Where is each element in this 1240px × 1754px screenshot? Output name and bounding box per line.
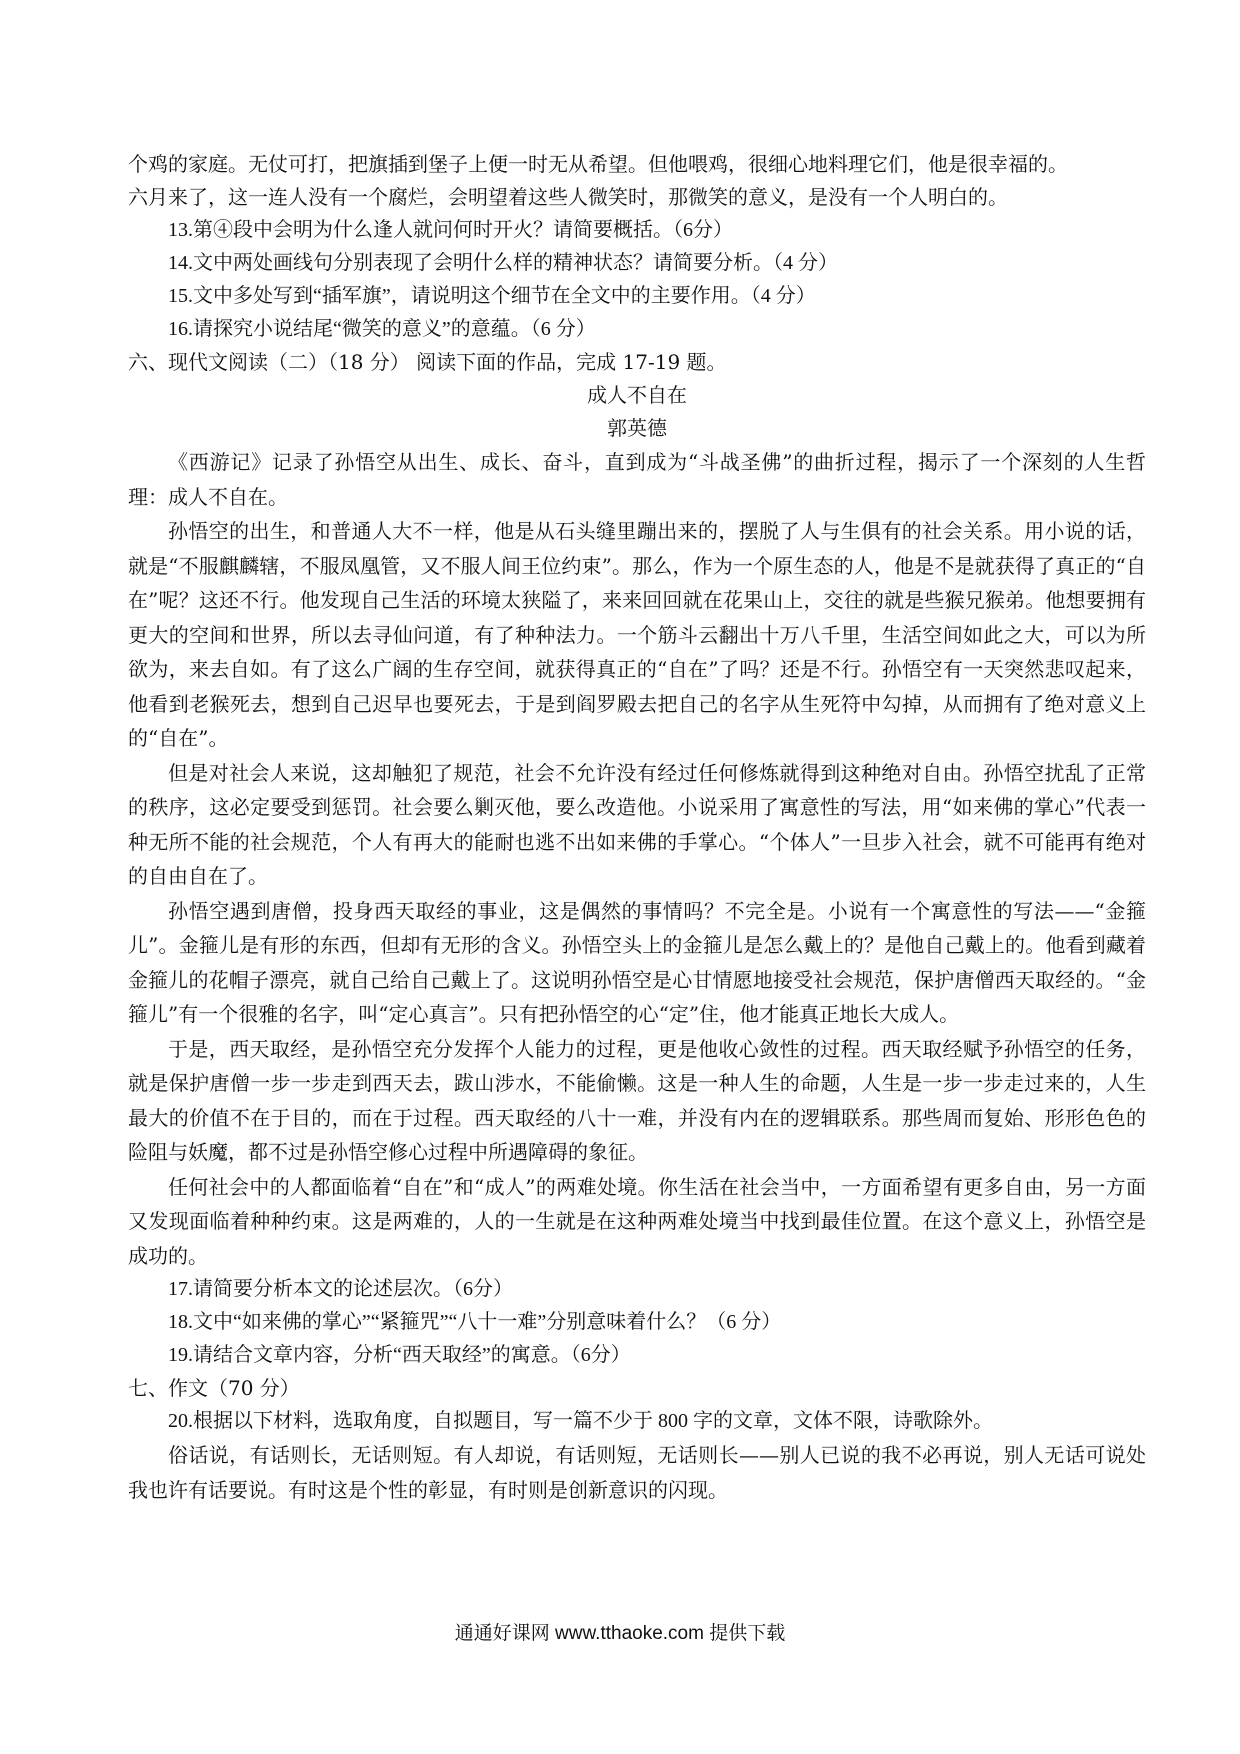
question-16: 16.请探究小说结尾“微笑的意义”的意蕴。（6 分）	[168, 318, 596, 340]
essay-paragraph: 任何社会中的人都面临着“自在”和“成人”的两难处境。你生活在社会当中，一方面希望有更多自由，另一方面又发现面临着种种约束。这是两难的，人的一生就是在这种两难处境当中找到最佳位置。在这个意义上，孙悟空是成功的。	[128, 1174, 1146, 1268]
question-18: 18.文中“如来佛的掌心”“紧箍咒”“八十一难”分别意味着什么？（6 分）	[168, 1311, 782, 1333]
essay-author: 郭英德	[607, 416, 667, 440]
story-line: 六月来了，这一连人没有一个腐烂，会明望着这些人微笑时，那微笑的意义，是没有一个人明白的。	[128, 185, 1008, 209]
story-line: 个鸡的家庭。无仗可打，把旗插到堡子上便一时无从希望。但他喂鸡，很细心地料理它们，他是很幸福的。	[128, 152, 1068, 176]
section-7-heading: 七、作文（70 分）	[128, 1376, 300, 1400]
essay-paragraph: 孙悟空的出生，和普通人大不一样，他是从石头缝里蹦出来的，摆脱了人与生俱有的社会关系。用小说的话，就是“不服麒麟辖，不服凤凰管，又不服人间王位约束”。那么，作为一个原生态的人，他是不是就获得了真正的“自在”呢？这还不行。他发现自己生活的环境太狭隘了，来来回回就在花果山上，交往的就是些猴兄猴弟。他想要拥有更大的空间和世界，所以去寻仙问道，有了种种法力。一个筋斗云翻出十万八千里，生活空间如此之大，可以为所欲为，来去自如。有了这么广阔的生存空间，就获得真正的“自在”了吗？还是不行。孙悟空有一天突然悲叹起来，他看到老猴死去，想到自己迟早也要死去，于是到阎罗殿去把自己的名字从生死符中勾掉，从而拥有了绝对意义上的“自在”。	[128, 519, 1146, 750]
essay-body	[128, 445, 1146, 1273]
section-6-heading: 六、现代文阅读（二）（18 分） 阅读下面的作品，完成 17-19 题。	[128, 350, 727, 374]
questions-group-b	[128, 1273, 1146, 1372]
question-15: 15.文中多处写到“插军旗”，请说明这个细节在全文中的主要作用。（4 分）	[168, 285, 816, 307]
story-ending	[128, 148, 1146, 214]
question-19: 19.请结合文章内容，分析“西天取经”的寓意。（6分）	[168, 1344, 631, 1366]
essay-paragraph: 但是对社会人来说，这却触犯了规范，社会不允许没有经过任何修炼就得到这种绝对自由。孙悟空扰乱了正常的秩序，这必定要受到惩罚。社会要么剿灭他，要么改造他。小说采用了寓意性的写法，用“如来佛的掌心”代表一种无所不能的社会规范，个人有再大的能耐也逃不出如来佛的手掌心。“个体人”一旦步入社会，就不可能再有绝对的自由自在了。	[128, 760, 1146, 888]
essay-paragraph: 《西游记》记录了孙悟空从出生、成长、奋斗，直到成为“斗战圣佛”的曲折过程，揭示了一个深刻的人生哲理：成人不自在。	[128, 450, 1146, 509]
question-14: 14.文中两处画线句分别表现了会明什么样的精神状态？请简要分析。（4 分）	[168, 252, 838, 274]
questions-group-a	[128, 214, 1146, 346]
essay-paragraph: 于是，西天取经，是孙悟空充分发挥个人能力的过程，更是他收心敛性的过程。西天取经赋予孙悟空的任务，就是保护唐僧一步一步走到西天去，跋山涉水，不能偷懒。这是一种人生的命题，人生是一步一步走过来的，人生最大的价值不在于目的，而在于过程。西天取经的八十一难，并没有内在的逻辑联系。那些周而复始、形形色色的险阻与妖魔，都不过是孙悟空修心过程中所遇障碍的象征。	[128, 1036, 1146, 1164]
question-17: 17.请简要分析本文的论述层次。（6分）	[168, 1278, 513, 1300]
question-13: 13.第④段中会明为什么逢人就问何时开火？请简要概括。（6分）	[168, 219, 733, 241]
exam-page	[128, 148, 1146, 1507]
essay-title: 成人不自在	[587, 383, 687, 407]
download-footer: 通通好课网 www.tthaoke.com 提供下载	[454, 1623, 786, 1644]
writing-material: 俗话说，有话则长，无话则短。有人却说，有话则短，无话则长——别人已说的我不必再说，别人无话可说处我也许有话要说。有时这是个性的彰显，有时则是创新意识的闪现。	[128, 1443, 1146, 1502]
essay-paragraph: 孙悟空遇到唐僧，投身西天取经的事业，这是偶然的事情吗？不完全是。小说有一个寓意性的写法——“金箍儿”。金箍儿是有形的东西，但却有无形的含义。孙悟空头上的金箍儿是怎么戴上的？是他自己戴上的。他看到藏着金箍儿的花帽子漂亮，就自己给自己戴上了。这说明孙悟空是心甘情愿地接受社会规范，保护唐僧西天取经的。“金箍儿”有一个很雅的名字，叫“定心真言”。只有把孙悟空的心“定”住，他才能真正地长大成人。	[128, 898, 1146, 1026]
question-20: 20.根据以下材料，选取角度，自拟题目，写一篇不少于 800 字的文章，文体不限，诗歌除外。	[168, 1410, 993, 1432]
